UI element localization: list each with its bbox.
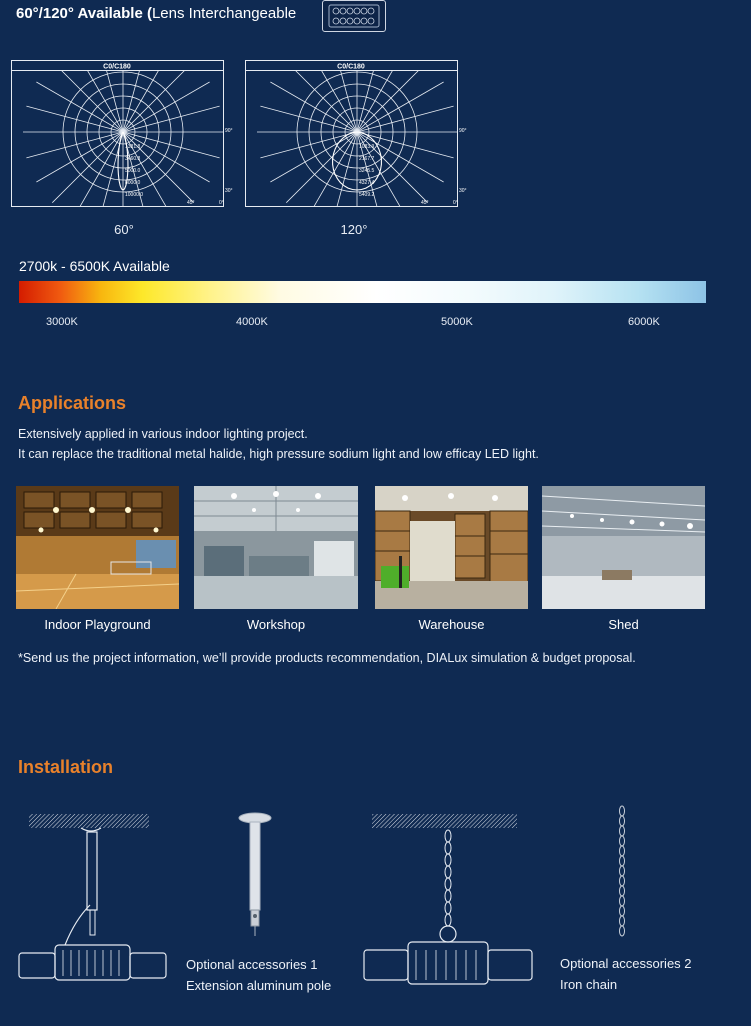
lens-module-image bbox=[322, 0, 386, 32]
polar-scale-value: 5409.2 bbox=[359, 192, 375, 198]
polar-spoke bbox=[286, 132, 357, 203]
polar-spoke bbox=[123, 82, 210, 132]
polar-spoke bbox=[286, 61, 357, 132]
polar-chart-60 bbox=[11, 60, 237, 213]
polar-spoke bbox=[36, 82, 123, 132]
accessory-1-title: Optional accessories 1 bbox=[186, 957, 318, 972]
polar-spoke bbox=[123, 61, 194, 132]
polar-spoke bbox=[26, 106, 123, 132]
polar-spoke bbox=[260, 106, 357, 132]
polar-angle-0: 0° bbox=[219, 200, 224, 206]
accessory-2-title: Optional accessories 2 bbox=[560, 956, 692, 971]
polar-spoke bbox=[26, 132, 123, 158]
cct-title: 2700k - 6500K Available bbox=[19, 258, 170, 274]
installation-heading: Installation bbox=[18, 757, 114, 777]
accessory-1-desc: Extension aluminum pole bbox=[186, 978, 332, 993]
polar-angle-30: 30° bbox=[225, 188, 233, 194]
polar-angle-0: 0° bbox=[453, 200, 458, 206]
polar-scale-value: 1381.8 bbox=[125, 144, 141, 150]
polar-heading: C0/C180 bbox=[337, 63, 365, 71]
polar-angle-45: 45° bbox=[421, 200, 429, 206]
polar-spoke bbox=[52, 61, 123, 132]
label-indoor-playground: Indoor Playground bbox=[44, 617, 151, 632]
cct-tick-3000: 3000K bbox=[46, 316, 78, 328]
polar-scale-value: 3460.8 bbox=[125, 156, 141, 162]
pendant-install-drawing bbox=[15, 810, 185, 995]
project-info-note: *Send us the project information, we’ll provide products recommendation, DIALux simulation & budget proposal. bbox=[18, 651, 636, 665]
label-workshop: Workshop bbox=[246, 617, 306, 632]
accessory-1-text bbox=[186, 954, 331, 996]
warehouse-image bbox=[375, 486, 528, 609]
lens-title-bold: 60°/120° Available ( bbox=[16, 5, 152, 22]
cct-tick-6000: 6000K bbox=[628, 316, 660, 328]
polar-angle-90: 90° bbox=[459, 128, 467, 134]
polar-spoke bbox=[357, 82, 444, 132]
polar-spoke bbox=[270, 132, 357, 182]
lens-title-rest: Lens Interchangeable bbox=[151, 5, 297, 22]
polar-angle-30: 30° bbox=[459, 188, 467, 194]
polar-spoke bbox=[357, 106, 454, 132]
cct-tick-5000: 5000K bbox=[441, 316, 473, 328]
polar-scale-value: 3245.5 bbox=[359, 168, 375, 174]
cct-gradient-bar bbox=[19, 281, 706, 303]
polar-scale-value: 4327.4 bbox=[359, 180, 375, 186]
lens-title bbox=[16, 5, 296, 22]
polar-scale-value: 2167.7 bbox=[359, 156, 375, 162]
extension-pole-drawing bbox=[230, 810, 280, 945]
iron-chain-drawing bbox=[610, 805, 634, 950]
applications-text-1: Extensively applied in various indoor lighting project. bbox=[18, 427, 308, 441]
polar-angle-45: 45° bbox=[187, 200, 195, 206]
label-shed: Shed bbox=[608, 617, 639, 632]
indoor-playground-image bbox=[16, 486, 179, 609]
polar-scale-value: 8000.0 bbox=[125, 180, 141, 186]
applications-text-2: It can replace the traditional metal halide, high pressure sodium light and low efficay LED light. bbox=[18, 447, 539, 461]
polar-caption-120: 120° bbox=[340, 222, 368, 237]
accessory-2-text bbox=[560, 953, 692, 995]
polar-caption-60: 60° bbox=[114, 222, 134, 237]
polar-scale-value: 10000.0 bbox=[125, 192, 144, 198]
polar-spoke bbox=[52, 132, 123, 203]
chain-install-drawing bbox=[360, 810, 540, 1000]
polar-scale-value: 1083.9 bbox=[359, 144, 375, 150]
cct-tick-4000: 4000K bbox=[236, 316, 268, 328]
polar-scale-value: 5000.0 bbox=[125, 168, 141, 174]
workshop-image bbox=[194, 486, 358, 609]
polar-spoke bbox=[260, 132, 357, 158]
shed-image bbox=[542, 486, 705, 609]
accessory-2-desc: Iron chain bbox=[560, 977, 618, 992]
label-warehouse: Warehouse bbox=[418, 617, 485, 632]
polar-spoke bbox=[357, 61, 428, 132]
polar-heading: C0/C180 bbox=[103, 63, 131, 71]
applications-heading: Applications bbox=[18, 393, 127, 413]
polar-chart-120 bbox=[245, 60, 471, 213]
polar-angle-90: 90° bbox=[225, 128, 233, 134]
polar-spoke bbox=[36, 132, 123, 182]
polar-spoke bbox=[123, 106, 220, 132]
polar-spoke bbox=[270, 82, 357, 132]
